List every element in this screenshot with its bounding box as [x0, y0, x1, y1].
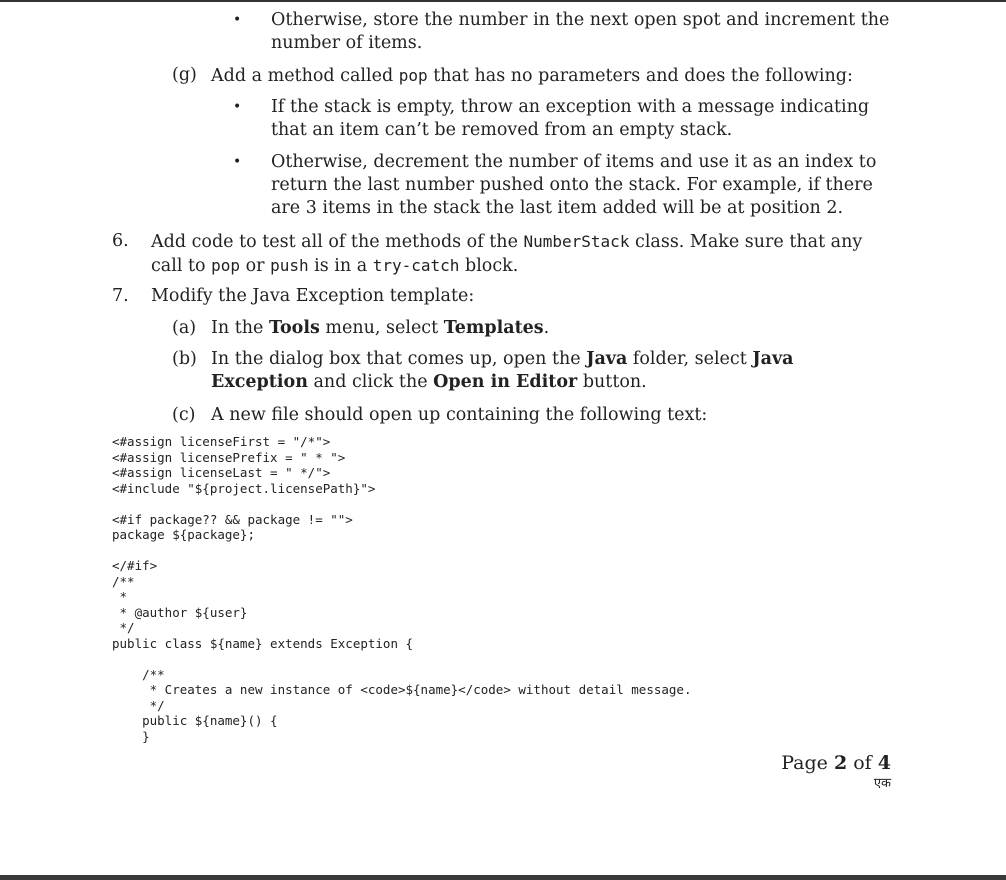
- menu-tools: Tools: [268, 318, 320, 338]
- code-pop: pop: [398, 66, 428, 85]
- pop-bullet-otherwise: Otherwise, decrement the number of items and use it as an index to return the last number pushed onto the stack. For example, if there are 3 items in the stack the last item added will be at position 2.: [271, 152, 877, 218]
- code-pop: pop: [211, 256, 241, 275]
- step-6-text: Add code to test all of the methods of the NumberStack class. Make sure that any call to pop or push is in a try-catch block.: [151, 232, 863, 276]
- code-line: public ${name}() {: [112, 713, 278, 728]
- open-in-editor-button-ref: Open in Editor: [433, 372, 578, 392]
- template-java-exception: Java Exception: [211, 349, 794, 392]
- code-line: <#assign licensePrefix = " * ">: [112, 449, 346, 465]
- page-number: Page 2 of 4: [781, 752, 891, 774]
- code-line: <#assign licenseFirst = "/*">: [112, 434, 331, 449]
- code-line: */: [112, 697, 165, 713]
- bullet-marker: •: [233, 99, 242, 115]
- code-line: <#if package?? && package != "">: [112, 511, 353, 527]
- code-line: [112, 651, 691, 667]
- code-line: /**: [112, 573, 135, 589]
- code-line: /**: [112, 666, 165, 682]
- item-a-label: (a): [172, 318, 197, 338]
- code-line: package ${package};: [112, 527, 255, 542]
- step-7-number: 7.: [112, 286, 129, 306]
- code-line: public class ${name} extends Exception {: [112, 635, 414, 651]
- code-line: </#if>: [112, 558, 158, 573]
- menu-item-templates: Templates: [443, 318, 544, 338]
- code-line: */: [112, 620, 135, 635]
- push-bullet-otherwise: Otherwise, store the number in the next open spot and increment the number of items.: [271, 10, 890, 53]
- code-line: }: [112, 728, 150, 744]
- bottom-rule: [0, 875, 1006, 880]
- code-line: [112, 496, 691, 512]
- bullet-marker: •: [233, 154, 242, 170]
- item-c-text: A new file should open up containing the following text:: [211, 405, 708, 425]
- pop-bullet-empty: If the stack is empty, throw an exception with a message indicating that an item can’t be removed from an empty stack.: [271, 97, 870, 140]
- code-try-catch: try-catch: [372, 256, 460, 275]
- top-rule: [0, 0, 1006, 2]
- item-g-text: Add a method called pop that has no parameters and does the following:: [211, 66, 853, 86]
- code-line: <#assign licenseLast = " */">: [112, 465, 331, 480]
- code-line: *: [112, 589, 128, 604]
- item-g-label: (g): [172, 65, 197, 85]
- code-push: push: [270, 256, 309, 275]
- bullet-marker: •: [233, 12, 242, 28]
- code-line: * @author ${user}: [112, 604, 248, 620]
- template-code-block: [112, 434, 691, 744]
- folder-java: Java: [586, 349, 628, 369]
- item-a-text: In the Tools menu, select Templates.: [211, 318, 550, 338]
- code-numberstack: NumberStack: [523, 232, 630, 251]
- code-line: * Creates a new instance of <code>${name}</code> without detail message.: [112, 682, 692, 697]
- item-b-text: In the dialog box that comes up, open the Java folder, select Java Exception and click the Open in Editor button.: [211, 349, 794, 392]
- item-c-label: (c): [172, 405, 196, 425]
- page-footer-subscript: एक: [873, 776, 891, 791]
- current-page: 2: [833, 752, 848, 774]
- item-b-label: (b): [172, 349, 197, 369]
- code-line: <#include "${project.licensePath}">: [112, 480, 376, 496]
- step-6-number: 6.: [112, 231, 129, 251]
- total-pages: 4: [877, 752, 891, 774]
- code-line: [112, 543, 691, 559]
- step-7-text: Modify the Java Exception template:: [151, 286, 475, 306]
